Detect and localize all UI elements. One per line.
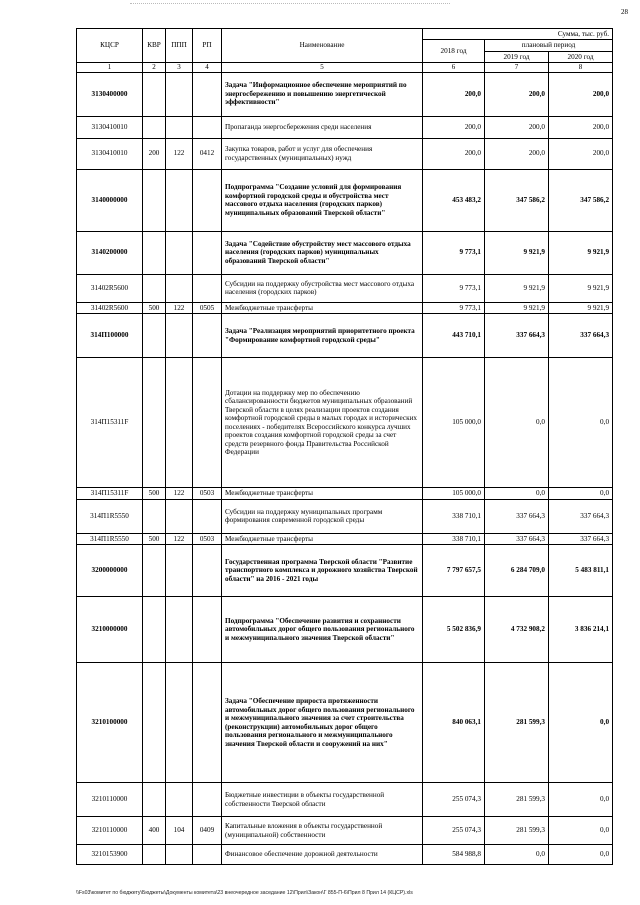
kvr-cell: 500 — [143, 533, 166, 544]
name-cell: Подпрограмма "Обеспечение развития и сохранности автомобильных дорог общего пользования регионального и межмуниципального значения Тверской области" — [222, 597, 423, 663]
colnum: 5 — [222, 63, 423, 72]
amount-2019-cell: 0,0 — [485, 358, 549, 488]
kcsr-cell: 3140200000 — [77, 231, 143, 274]
rp-cell — [193, 72, 222, 116]
name-cell: Бюджетные инвестиции в объекты государственной собственности Тверской области — [222, 783, 423, 817]
rp-cell — [193, 545, 222, 597]
amount-2018-cell: 338 710,1 — [423, 499, 485, 533]
amount-2018-cell: 9 773,1 — [423, 274, 485, 302]
kcsr-cell: 314П15311F — [77, 358, 143, 488]
amount-2019-cell: 0,0 — [485, 488, 549, 499]
name-cell: Субсидии на поддержку обустройства мест массового отдыха населения (городских парков) — [222, 274, 423, 302]
amount-2020-cell: 337 664,3 — [549, 499, 613, 533]
colnum: 6 — [423, 63, 485, 72]
amount-2018-cell: 9 773,1 — [423, 231, 485, 274]
ppp-cell — [166, 499, 193, 533]
kcsr-cell: 3210000000 — [77, 597, 143, 663]
table-row — [77, 597, 613, 663]
amount-2019-cell: 281 599,3 — [485, 817, 549, 845]
amount-2019-cell: 337 664,3 — [485, 499, 549, 533]
kvr-cell — [143, 783, 166, 817]
amount-2018-cell: 200,0 — [423, 72, 485, 116]
amount-2018-cell: 453 483,2 — [423, 169, 485, 231]
amount-2020-cell: 0,0 — [549, 663, 613, 783]
amount-2020-cell: 337 664,3 — [549, 533, 613, 544]
table-body — [77, 72, 613, 864]
table-row — [77, 358, 613, 488]
header-kvr: КВР — [143, 29, 166, 63]
name-cell: Закупка товаров, работ и услуг для обеспечения государственных (муниципальных) нужд — [222, 138, 423, 169]
name-cell: Финансовое обеспечение дорожной деятельности — [222, 845, 423, 865]
kcsr-cell: 3210153900 — [77, 845, 143, 865]
kcsr-cell: 314П1R5550 — [77, 533, 143, 544]
ppp-cell — [166, 72, 193, 116]
kcsr-cell: 3210100000 — [77, 663, 143, 783]
ppp-cell — [166, 845, 193, 865]
amount-2020-cell: 0,0 — [549, 845, 613, 865]
amount-2020-cell: 337 664,3 — [549, 314, 613, 358]
amount-2019-cell: 6 284 709,0 — [485, 545, 549, 597]
ppp-cell — [166, 314, 193, 358]
ppp-cell — [166, 545, 193, 597]
rp-cell — [193, 314, 222, 358]
header-ppp: ППП — [166, 29, 193, 63]
kcsr-cell: 3210110000 — [77, 817, 143, 845]
amount-2018-cell: 105 000,0 — [423, 488, 485, 499]
amount-2018-cell: 200,0 — [423, 116, 485, 138]
name-cell: Задача "Обеспечение прироста протяженности автомобильных дорог общего пользования регионального и межмуниципального значения за счет строительства (реконструкции) автомобильных дорог общего пользования регионального и межмуниципального значения Тверской области и сооружений на них" — [222, 663, 423, 783]
colnum: 2 — [143, 63, 166, 72]
name-cell: Государственная программа Тверской области "Развитие транспортного комплекса и дорожного хозяйства Тверской области" на 2016 - 2021 годы — [222, 545, 423, 597]
ppp-cell — [166, 274, 193, 302]
amount-2020-cell: 9 921,9 — [549, 231, 613, 274]
kvr-cell — [143, 499, 166, 533]
table-row — [77, 169, 613, 231]
kvr-cell — [143, 72, 166, 116]
amount-2019-cell: 337 664,3 — [485, 314, 549, 358]
file-path-footer: \\Fs03\комитет по бюджету\Бюджеты\Документы комитета\23 внеочередное заседание 12\Прил\Закон\Г 855-П-6\Прил 8 Прил 14 (КЦСР).xls — [76, 890, 413, 896]
page-number: 28 — [621, 8, 628, 16]
ppp-cell: 122 — [166, 488, 193, 499]
amount-2019-cell: 4 732 908,2 — [485, 597, 549, 663]
kvr-cell — [143, 545, 166, 597]
amount-2020-cell: 9 921,9 — [549, 302, 613, 313]
name-cell: Задача "Содействие обустройству мест массового отдыха населения (городских парков) муниципальных образований Тверской области" — [222, 231, 423, 274]
kcsr-cell: 3200000000 — [77, 545, 143, 597]
table-row — [77, 783, 613, 817]
amount-2018-cell: 105 000,0 — [423, 358, 485, 488]
name-cell: Дотации на поддержку мер по обеспечению сбалансированности бюджетов муниципальных образований Тверской области в целях реализации проектов создания комфортной городской среды в малых городах и исторических поселениях - победителях Всероссийского конкурса лучших проектов создания комфортной городской среды за счет средств резервного фонда Правительства Российской Федерации — [222, 358, 423, 488]
ppp-cell — [166, 169, 193, 231]
kvr-cell: 400 — [143, 817, 166, 845]
rp-cell — [193, 116, 222, 138]
ppp-cell: 122 — [166, 533, 193, 544]
amount-2018-cell: 255 074,3 — [423, 783, 485, 817]
kvr-cell — [143, 274, 166, 302]
table-row — [77, 663, 613, 783]
amount-2018-cell: 5 502 836,9 — [423, 597, 485, 663]
amount-2020-cell: 200,0 — [549, 138, 613, 169]
amount-2018-cell: 443 710,1 — [423, 314, 485, 358]
amount-2020-cell: 200,0 — [549, 116, 613, 138]
budget-table — [76, 28, 613, 865]
kvr-cell: 500 — [143, 302, 166, 313]
header-2019: 2019 год — [485, 51, 549, 62]
table-row — [77, 231, 613, 274]
rp-cell: 0412 — [193, 138, 222, 169]
amount-2020-cell: 0,0 — [549, 783, 613, 817]
amount-2020-cell: 347 586,2 — [549, 169, 613, 231]
table-row — [77, 116, 613, 138]
kcsr-cell: 3130410010 — [77, 138, 143, 169]
header-sum: Сумма, тыс. руб. — [423, 29, 613, 40]
kcsr-cell: 314П100000 — [77, 314, 143, 358]
amount-2020-cell: 200,0 — [549, 72, 613, 116]
rp-cell — [193, 274, 222, 302]
ppp-cell: 122 — [166, 138, 193, 169]
rp-cell: 0409 — [193, 817, 222, 845]
name-cell: Подпрограмма "Создание условий для формирования комфортной городской среды и обустройства мест массового отдыха населения (городских парков) муниципальных образований Тверской области" — [222, 169, 423, 231]
column-numbers-row — [77, 63, 613, 72]
amount-2019-cell: 9 921,9 — [485, 274, 549, 302]
amount-2019-cell: 281 599,3 — [485, 663, 549, 783]
name-cell: Межбюджетные трансферты — [222, 302, 423, 313]
amount-2020-cell: 0,0 — [549, 817, 613, 845]
kvr-cell — [143, 845, 166, 865]
header-rp: РП — [193, 29, 222, 63]
kvr-cell — [143, 169, 166, 231]
kvr-cell — [143, 231, 166, 274]
table-row — [77, 533, 613, 544]
amount-2019-cell: 9 921,9 — [485, 302, 549, 313]
amount-2018-cell: 200,0 — [423, 138, 485, 169]
amount-2019-cell: 200,0 — [485, 138, 549, 169]
ppp-cell: 122 — [166, 302, 193, 313]
amount-2019-cell: 347 586,2 — [485, 169, 549, 231]
kcsr-cell: 314П15311F — [77, 488, 143, 499]
colnum: 8 — [549, 63, 613, 72]
amount-2018-cell: 7 797 657,5 — [423, 545, 485, 597]
ppp-cell — [166, 663, 193, 783]
amount-2019-cell: 9 921,9 — [485, 231, 549, 274]
amount-2019-cell: 200,0 — [485, 116, 549, 138]
amount-2019-cell: 0,0 — [485, 845, 549, 865]
ppp-cell — [166, 597, 193, 663]
amount-2020-cell: 0,0 — [549, 488, 613, 499]
table-row — [77, 72, 613, 116]
kvr-cell: 500 — [143, 488, 166, 499]
rp-cell: 0503 — [193, 488, 222, 499]
amount-2018-cell: 840 063,1 — [423, 663, 485, 783]
name-cell: Пропаганда энергосбережения среди населения — [222, 116, 423, 138]
table-row — [77, 499, 613, 533]
kvr-cell — [143, 314, 166, 358]
kcsr-cell: 3210110000 — [77, 783, 143, 817]
amount-2018-cell: 338 710,1 — [423, 533, 485, 544]
name-cell: Задача "Реализация мероприятий приоритетного проекта "Формирование комфортной городской среды" — [222, 314, 423, 358]
kvr-cell — [143, 358, 166, 488]
kcsr-cell: 3130400000 — [77, 72, 143, 116]
kvr-cell — [143, 597, 166, 663]
rp-cell — [193, 358, 222, 488]
table-row — [77, 488, 613, 499]
colnum: 7 — [485, 63, 549, 72]
name-cell: Капитальные вложения в объекты государственной (муниципальной) собственности — [222, 817, 423, 845]
colnum: 3 — [166, 63, 193, 72]
scan-artifact — [130, 3, 450, 8]
amount-2019-cell: 281 599,3 — [485, 783, 549, 817]
kvr-cell: 200 — [143, 138, 166, 169]
rp-cell — [193, 845, 222, 865]
header-2020: 2020 год — [549, 51, 613, 62]
ppp-cell — [166, 783, 193, 817]
amount-2020-cell: 9 921,9 — [549, 274, 613, 302]
rp-cell: 0503 — [193, 533, 222, 544]
rp-cell — [193, 231, 222, 274]
amount-2020-cell: 5 483 811,1 — [549, 545, 613, 597]
header-kcsr: КЦСР — [77, 29, 143, 63]
rp-cell: 0505 — [193, 302, 222, 313]
amount-2018-cell: 9 773,1 — [423, 302, 485, 313]
table-row — [77, 817, 613, 845]
kvr-cell — [143, 116, 166, 138]
kcsr-cell: 31402R5600 — [77, 302, 143, 313]
ppp-cell: 104 — [166, 817, 193, 845]
amount-2018-cell: 255 074,3 — [423, 817, 485, 845]
name-cell: Межбюджетные трансферты — [222, 533, 423, 544]
rp-cell — [193, 499, 222, 533]
colnum: 4 — [193, 63, 222, 72]
name-cell: Межбюджетные трансферты — [222, 488, 423, 499]
amount-2019-cell: 337 664,3 — [485, 533, 549, 544]
table-row — [77, 314, 613, 358]
kcsr-cell: 314П1R5550 — [77, 499, 143, 533]
table-row — [77, 845, 613, 865]
header-planned-period: плановый период — [485, 40, 613, 51]
rp-cell — [193, 663, 222, 783]
rp-cell — [193, 597, 222, 663]
amount-2019-cell: 200,0 — [485, 72, 549, 116]
kcsr-cell: 3140000000 — [77, 169, 143, 231]
kcsr-cell: 31402R5600 — [77, 274, 143, 302]
table-row — [77, 302, 613, 313]
header-name: Наименование — [222, 29, 423, 63]
name-cell: Задача "Информационное обеспечение мероприятий по энергосбережению и повышению энергетической эффективности" — [222, 72, 423, 116]
ppp-cell — [166, 116, 193, 138]
table-row — [77, 545, 613, 597]
ppp-cell — [166, 231, 193, 274]
rp-cell — [193, 783, 222, 817]
kvr-cell — [143, 663, 166, 783]
amount-2020-cell: 0,0 — [549, 358, 613, 488]
colnum: 1 — [77, 63, 143, 72]
header-2018: 2018 год — [423, 40, 485, 63]
name-cell: Субсидии на поддержку муниципальных программ формирования современной городской среды — [222, 499, 423, 533]
table-row — [77, 138, 613, 169]
amount-2018-cell: 584 988,8 — [423, 845, 485, 865]
table-row — [77, 274, 613, 302]
ppp-cell — [166, 358, 193, 488]
kcsr-cell: 3130410010 — [77, 116, 143, 138]
rp-cell — [193, 169, 222, 231]
amount-2020-cell: 3 836 214,1 — [549, 597, 613, 663]
